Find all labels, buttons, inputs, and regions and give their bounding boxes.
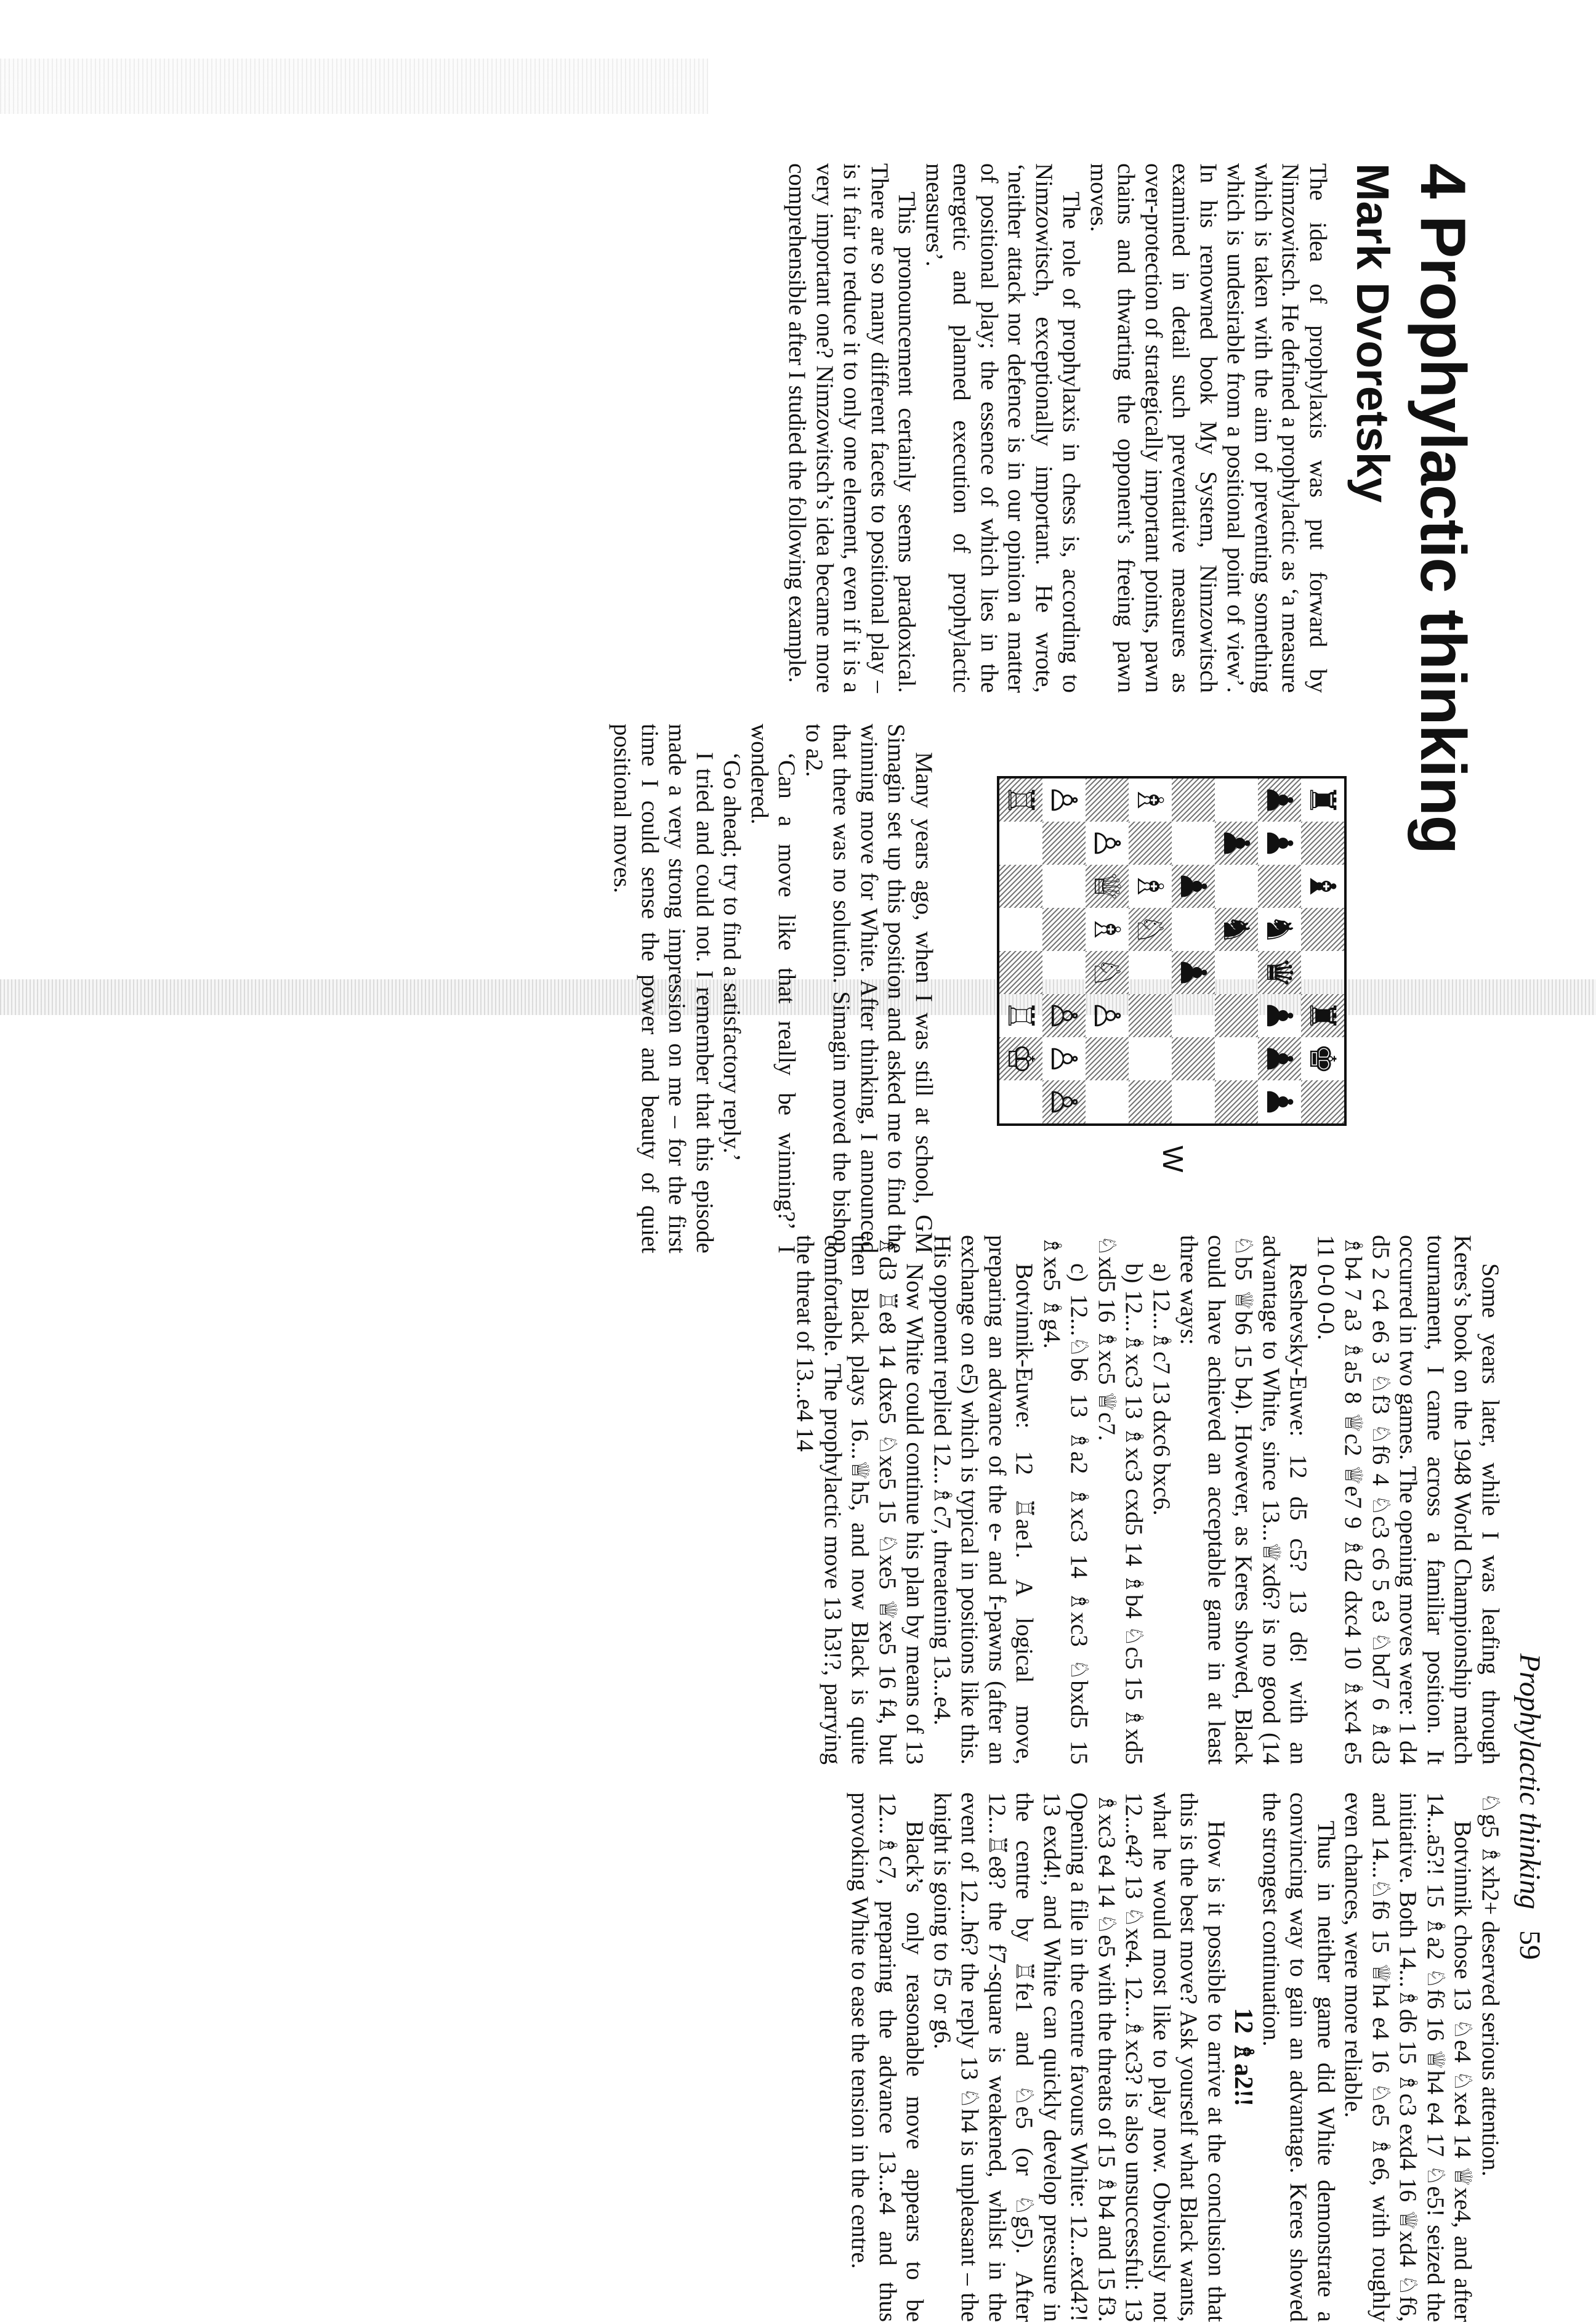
paragraph: c) 12...♘b6 13 ♗a2 ♗xc3 14 ♗xc3 ♘bxd5 15 ♗xe5 ♗g4. <box>1039 1235 1093 1765</box>
chess-piece: ♖ <box>1000 784 1042 816</box>
board-square <box>1042 994 1086 1037</box>
running-head-title: Prophylactic thinking <box>1513 1653 1546 1909</box>
paragraph: Now White could continue his plan by means of 13 ♗d3 ♖e8 14 dxe5 ♘xe5 15 ♘xe5 ♕xe5 16 f4, but then Black plays 16...♕h5, and now Black is quite comfortable. The prophylactic move 13 h3!?, parrying the threat of 13...e4 14 <box>792 1235 929 1765</box>
board-square <box>1172 1037 1215 1080</box>
board-square <box>999 1080 1042 1123</box>
column-2 <box>608 724 937 1253</box>
board-square <box>1215 865 1258 908</box>
paragraph: a) 12...♗c7 13 dxc6 bxc6. <box>1148 1263 1175 1516</box>
board-square <box>1042 822 1086 865</box>
board-square <box>1172 951 1215 994</box>
chess-piece: ♗ <box>1129 870 1171 902</box>
board-square <box>1129 865 1172 908</box>
paragraph: Thus in neither game did White demonstrate a convincing way to gain an advantage. Keres showed the strongest continuation. <box>1258 1792 1339 2322</box>
chess-piece: ♙ <box>1086 1000 1128 1032</box>
board-square <box>1042 951 1086 994</box>
board-square <box>1172 822 1215 865</box>
board-square <box>999 908 1042 951</box>
chess-piece: ♙ <box>1043 1043 1085 1075</box>
board-square <box>1086 1037 1129 1080</box>
chess-piece: ♞ <box>1259 913 1300 945</box>
board-square <box>1172 865 1215 908</box>
chess-diagram <box>997 776 1347 1173</box>
chess-piece: ♙ <box>1043 1000 1085 1032</box>
board-square <box>1129 951 1172 994</box>
board-square <box>1086 865 1129 908</box>
chess-piece: ♙ <box>1086 827 1128 859</box>
chess-piece: ♘ <box>1086 957 1128 989</box>
board-square <box>1258 951 1301 994</box>
chess-piece: ♗ <box>1129 784 1171 816</box>
board-square <box>1042 1037 1086 1080</box>
chess-piece: ♚ <box>1302 1043 1344 1075</box>
board-square <box>1215 779 1258 822</box>
paragraph: Reshevsky-Euwe: 12 d5 c5? 13 d6! with an advantage to White, since 13...♕xd6? is no good (14 ♘b5 ♕b6 15 b4). However, as Keres showed, Black could have achieved an acceptable game in at least three ways: <box>1175 1235 1312 1765</box>
board-square <box>1301 779 1344 822</box>
board-square <box>1172 779 1215 822</box>
chess-piece: ♙ <box>1043 784 1085 816</box>
chess-piece: ♟ <box>1259 784 1300 816</box>
board-square <box>1042 908 1086 951</box>
board-square <box>1129 822 1172 865</box>
board-square <box>1301 822 1344 865</box>
paragraph: Botvinnik chose 13 ♘e4 ♘xe4 14 ♕xe4, and after 14...a5?! 15 ♗a2 ♘f6 16 ♕h4 e4 17 ♘e5! seized the initiative. Both 14...♗d6 15 ♗c3 exd4 16 ♕xd4 ♘f6, and 14...♘f6 15 ♕h4 e4 16 ♘e5 ♗e6, with roughly even chances, were more reliable. <box>1340 1792 1477 2322</box>
chess-piece: ♛ <box>1259 957 1300 989</box>
chess-piece: ♙ <box>1043 1086 1085 1118</box>
board-square <box>1042 865 1086 908</box>
board-square <box>1086 1080 1129 1123</box>
board-square <box>1258 1037 1301 1080</box>
board-square <box>1042 1080 1086 1123</box>
paragraph: Many years ago, when I was still at school, GM Simagin set up this position and asked me to find the winning move for White. After thinking, I announced that there was no solution. Simagin moved the bishop to a2. <box>801 724 937 1253</box>
paragraph: Some years later, while I was leafing through Keres’s book on the 1948 World Championship match tournament, I came across a familiar position. It occurred in two games. The opening moves were: 1 d4 d5 2 c4 e6 3 ♘f3 ♘f6 4 ♘c3 c6 5 e3 ♘bd7 6 ♗d3 ♗b4 7 a3 ♗a5 8 ♕c2 ♕e7 9 ♗d2 dxc4 10 ♗xc4 e5 11 0-0 0-0. <box>1313 1235 1504 1765</box>
board-square <box>999 822 1042 865</box>
chess-piece: ♗ <box>1086 913 1128 945</box>
board-square <box>1042 779 1086 822</box>
board-square <box>1172 908 1215 951</box>
paragraph: The idea of prophylaxis was put forward by Nimzowitsch. He defined a prophylactic as ‘a measure which is taken with the aim of preventing something which is undesirable from a positional point of view’. In his renowned book My System, Nimzowitsch examined in detail such preventative measures as over-protection of strategically important points, pawn chains and thwarting the opponent’s freeing pawn moves. <box>1086 163 1331 693</box>
paragraph: ♘g5 ♗xh2+ deserved serious attention. <box>1477 1792 1504 2177</box>
chess-piece: ♟ <box>1172 957 1214 989</box>
board-square <box>1086 822 1129 865</box>
paragraph: I tried and could not. I remember that this episode made a very strong impression on me – for the first time I could sense the power and beauty of quiet positional moves. <box>609 724 718 1253</box>
board-square <box>1258 865 1301 908</box>
chess-piece: ♟ <box>1259 827 1300 859</box>
paragraph: How is it possible to arrive at the conclusion that this is the best move? Ask yourself what Black wants, what he would most like to play now. Obviously not 12...e4? 13 ♘xe4. 12...♗xc3? is also unsuccessful: 13 ♗xc3 e4 14 ♘e5 with the threats of 15 ♗b4 and 15 f3. Opening a file in the centre favours White: 12...exd4?! 13 exd4!, and White can quickly develop pressure in the centre by ♖fe1 and ♘e5 (or ♘g5). After 12...♖e8? the f7-square is weakened, whilst in the event of 12...h6? the reply 13 ♘h4 is unpleasant – the knight is going to f5 or g6. <box>929 1792 1230 2322</box>
board-square <box>999 779 1042 822</box>
paragraph: b) 12...♗xc3 13 ♗xc3 cxd5 14 ♗b4 ♘c5 15 ♗xd5 ♘xd5 16 ♗xc5 ♕c7. <box>1094 1235 1148 1765</box>
board-square <box>999 951 1042 994</box>
board-square <box>999 994 1042 1037</box>
board-square <box>1258 908 1301 951</box>
board-square <box>1129 908 1172 951</box>
board-square <box>1086 908 1129 951</box>
key-move: 12 ♗a2!! <box>1229 2007 1258 2107</box>
board-square <box>1215 1080 1258 1123</box>
board-square <box>1129 994 1172 1037</box>
chess-piece: ♝ <box>1302 870 1344 902</box>
board-square <box>1215 994 1258 1037</box>
board-square <box>1086 994 1129 1037</box>
board-square <box>1172 1080 1215 1123</box>
board-square <box>1129 1080 1172 1123</box>
chess-piece: ♟ <box>1259 1000 1300 1032</box>
chapter-title: 4 Prophylactic thinking <box>1407 163 1478 854</box>
board-square <box>999 865 1042 908</box>
chess-piece: ♖ <box>1000 1000 1042 1032</box>
board-square <box>1215 951 1258 994</box>
page-number: 59 <box>1513 1930 1546 1960</box>
chess-piece: ♔ <box>1000 1043 1042 1075</box>
chess-piece: ♟ <box>1215 827 1257 859</box>
board-square <box>1258 779 1301 822</box>
chess-piece: ♟ <box>1259 1086 1300 1118</box>
board-square <box>1129 1037 1172 1080</box>
board-square <box>1086 951 1129 994</box>
chess-piece: ♜ <box>1302 1000 1344 1032</box>
board-square <box>1301 1037 1344 1080</box>
board-square <box>1129 779 1172 822</box>
board-square <box>1301 908 1344 951</box>
board-square <box>1258 822 1301 865</box>
board-square <box>1301 994 1344 1037</box>
board-square <box>1258 994 1301 1037</box>
board-square <box>999 1037 1042 1080</box>
paragraph: The role of prophylaxis in chess is, according to Nimzowitsch, exceptionally important. He wrote, ‘neither attack nor defence is in our opinion a matter of positional play; the essence of which lies in the energetic and planned execution of prophylactic measures’. <box>921 163 1085 693</box>
column-4 <box>846 1792 1504 2322</box>
chess-piece: ♜ <box>1302 784 1344 816</box>
paragraph: This pronouncement certainly seems paradoxical. There are so many different facets to positional play – is it fair to reduce it to only one element, even if it is a very important one? Nimzowitsch’s idea became more comprehensible after I studied the following example. <box>784 163 921 693</box>
chapter-author: Mark Dvoretsky <box>1347 163 1398 503</box>
paragraph: Botvinnik-Euwe: 12 ♖ae1. A logical move, preparing an advance of the e- and f-pawns (after an exchange on e5) which is typical in positions like this. His opponent replied 12...♗c7, threatening 13...e4. <box>929 1235 1038 1765</box>
chess-piece: ♞ <box>1215 913 1257 945</box>
column-1 <box>783 163 1331 693</box>
chess-piece: ♕ <box>1086 870 1128 902</box>
board-square <box>1301 1080 1344 1123</box>
board-square <box>1215 908 1258 951</box>
paragraph: ‘Can a move like that really be winning?’ I wondered. <box>746 724 800 1253</box>
chess-piece: ♘ <box>1129 913 1171 945</box>
paragraph: ‘Go ahead; try to find a satisfactory reply.’ <box>719 752 746 1162</box>
board-square <box>1301 951 1344 994</box>
board-square <box>1215 822 1258 865</box>
board-square <box>1172 994 1215 1037</box>
running-head <box>1513 1654 1547 1960</box>
board-square <box>1258 1080 1301 1123</box>
board-square <box>1215 1037 1258 1080</box>
column-3 <box>791 1235 1504 1765</box>
board-square <box>1086 779 1129 822</box>
board-square <box>1301 865 1344 908</box>
side-to-move: W <box>1157 1146 1189 1173</box>
paragraph: Black’s only reasonable move appears to be 12...♗c7, preparing the advance 13...e4 and thus provoking White to ease the tension in the centre. <box>847 1792 929 2322</box>
chess-piece: ♟ <box>1259 1043 1300 1075</box>
chess-piece: ♟ <box>1172 870 1214 902</box>
chess-board <box>997 776 1347 1126</box>
